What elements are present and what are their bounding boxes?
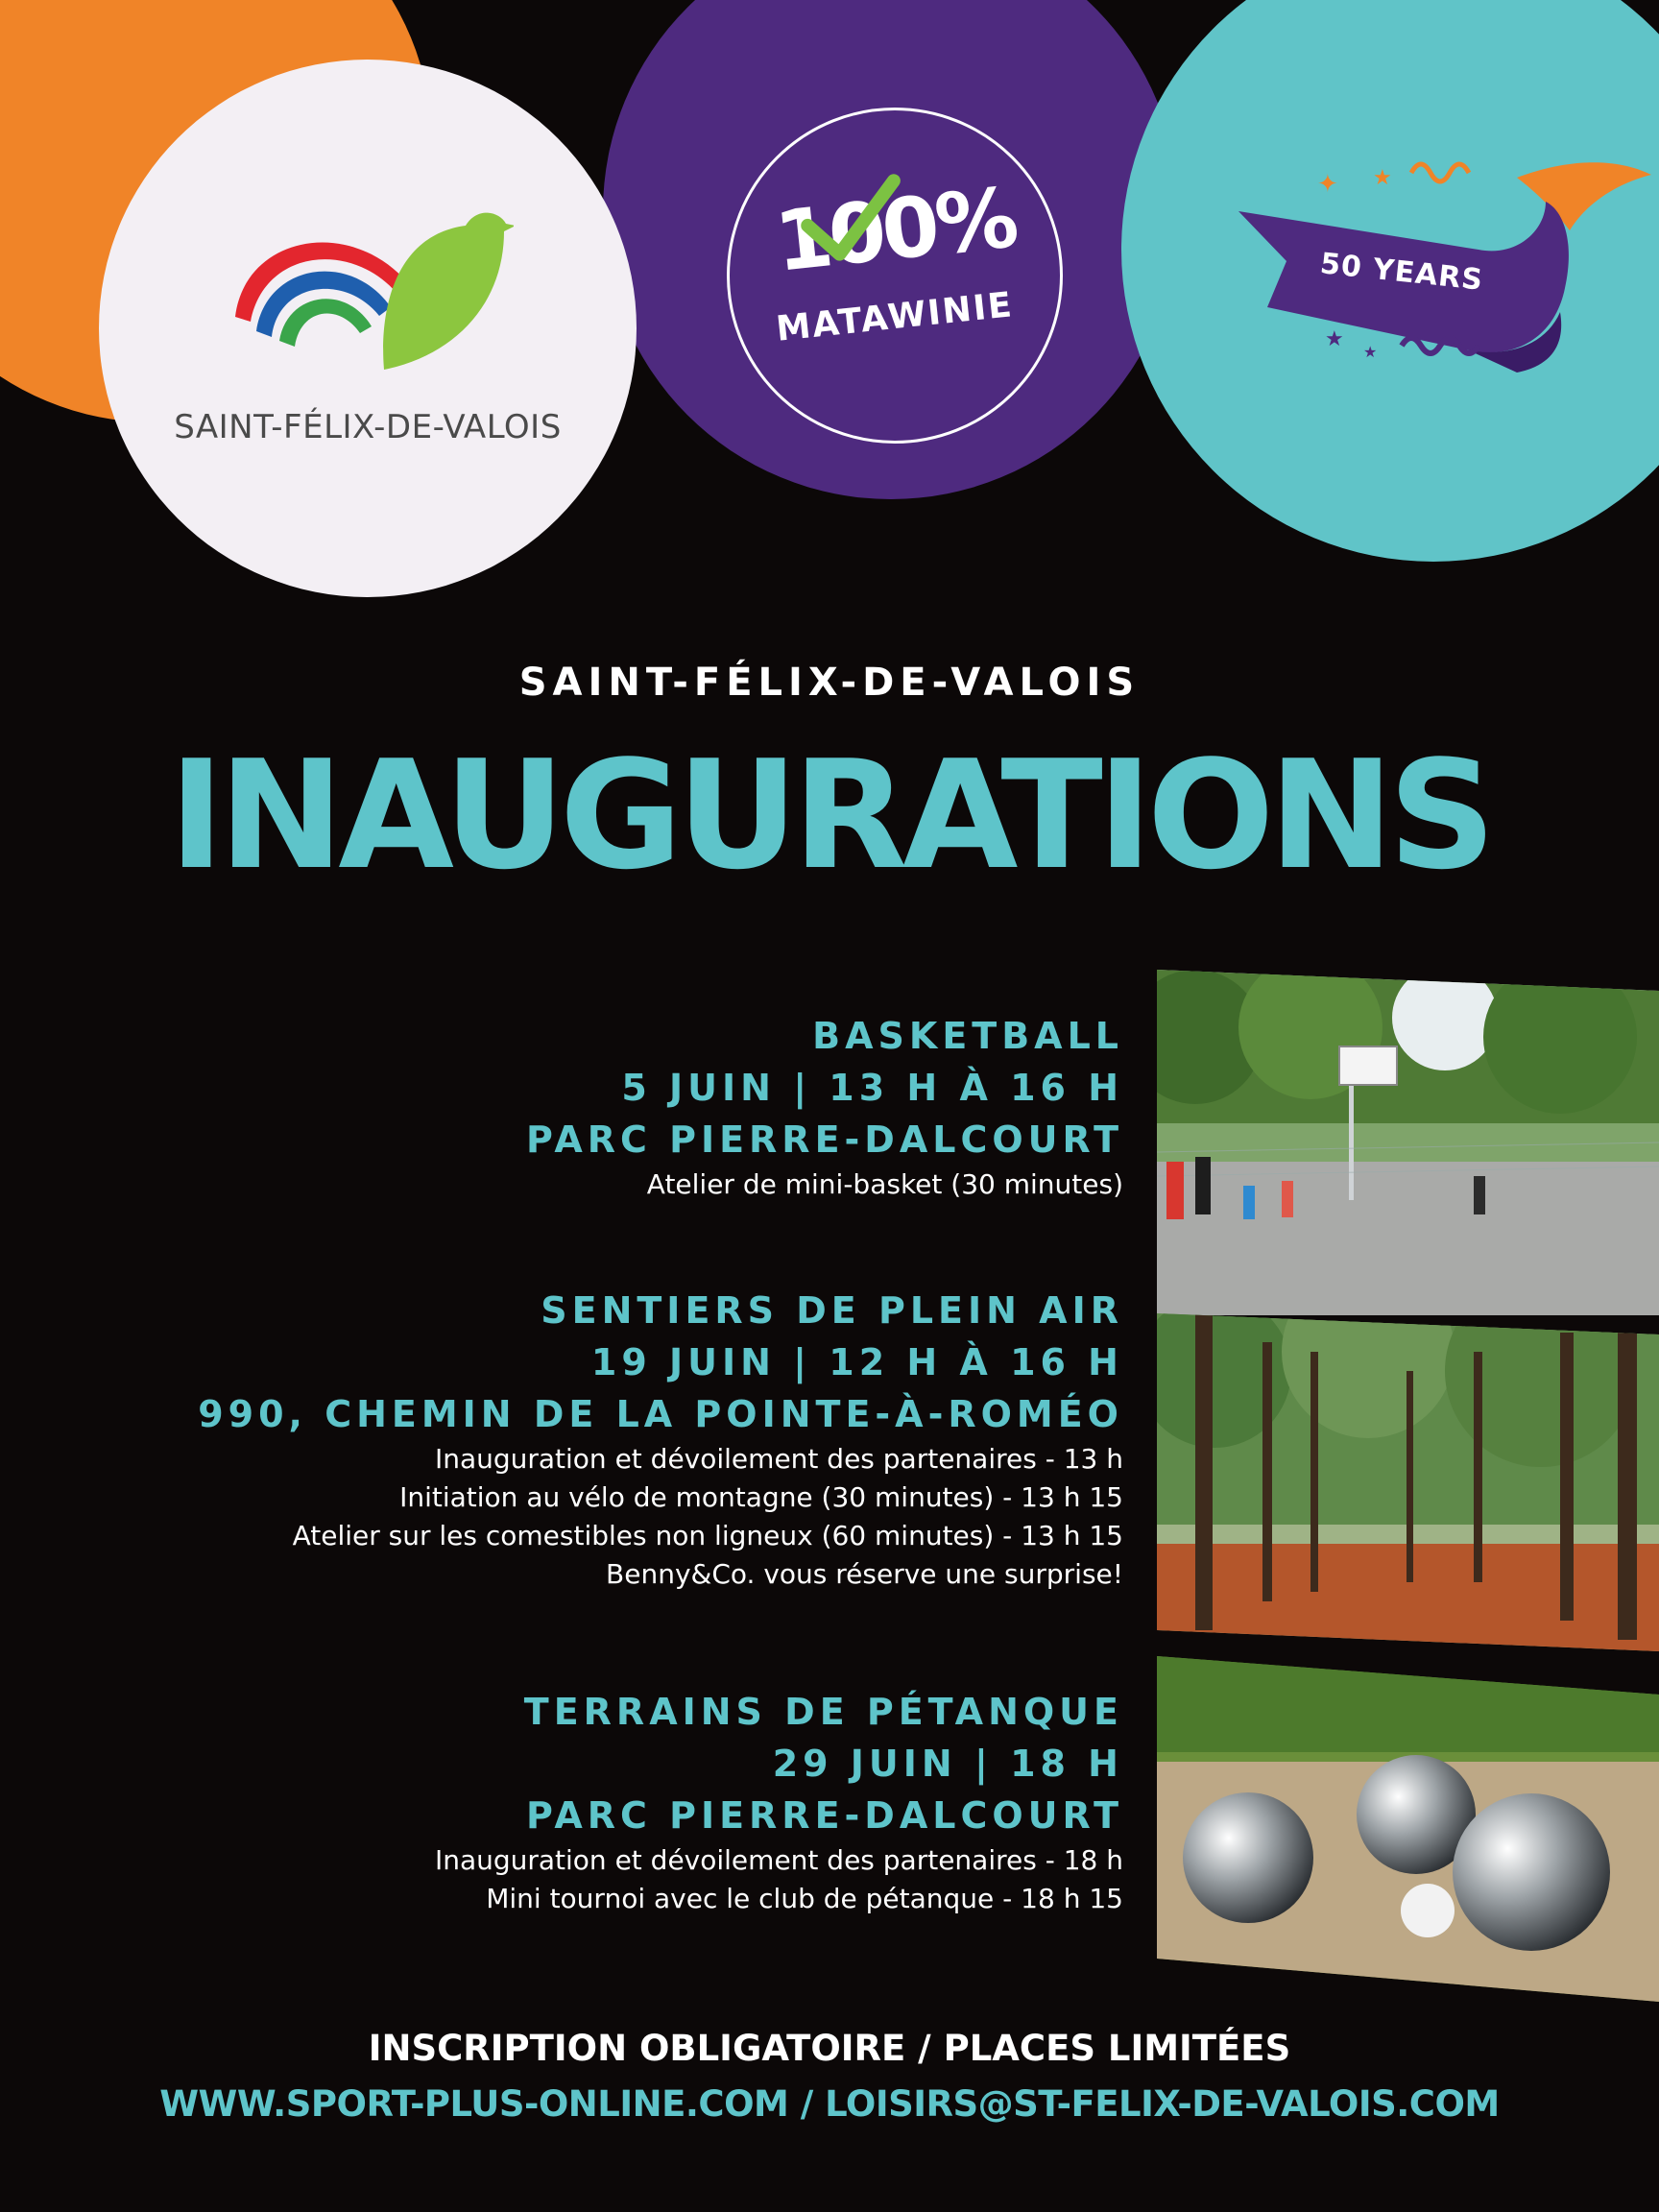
forest-trail-photo [1157, 1313, 1659, 1651]
registration-notice: INSCRIPTION OBLIGATOIRE / PLACES LIMITÉES [368, 2028, 1291, 2069]
event-detail: Mini tournoi avec le club de pétanque - 18 h 15 [486, 1883, 1123, 1914]
event-name: TERRAINS DE PÉTANQUE [523, 1691, 1123, 1733]
event-detail: Inauguration et dévoilement des partenaires - 13 h [434, 1443, 1123, 1475]
event-detail: Inauguration et dévoilement des partenaires - 18 h [434, 1844, 1123, 1876]
matawinie-percent: 100% [770, 170, 1020, 291]
page-title: INAUGURATIONS [168, 728, 1491, 902]
event-detail: Atelier de mini-basket (30 minutes) [646, 1168, 1123, 1200]
anniversary-text: 50 YEARS [1318, 247, 1485, 298]
event-petanque [48, 1686, 1123, 1918]
town-heading: SAINT-FÉLIX-DE-VALOIS [518, 661, 1141, 705]
event-location: 990, CHEMIN DE LA POINTE-À-ROMÉO [198, 1393, 1123, 1435]
event-detail: Atelier sur les comestibles non ligneux (60 minutes) - 13 h 15 [292, 1520, 1123, 1551]
svg-text:★: ★ [1373, 166, 1392, 190]
matawinie-word: MATAWINIE [774, 285, 1016, 349]
saint-felix-logo-icon [226, 197, 514, 398]
event-date: 19 JUIN | 12 H À 16 H [590, 1341, 1123, 1383]
logo-municipality-name: SAINT-FÉLIX-DE-VALOIS [174, 408, 562, 446]
event-name: BASKETBALL [812, 1015, 1123, 1057]
svg-text:✦: ✦ [1317, 170, 1338, 199]
event-basketball [48, 1010, 1123, 1204]
svg-text:★: ★ [1325, 327, 1344, 351]
event-location: PARC PIERRE-DALCOURT [525, 1794, 1123, 1837]
event-detail: Initiation au vélo de montagne (30 minutes) - 13 h 15 [399, 1481, 1123, 1513]
petanque-photo [1157, 1656, 1659, 2002]
event-trails [48, 1285, 1123, 1594]
event-location: PARC PIERRE-DALCOURT [525, 1118, 1123, 1161]
svg-text:★: ★ [1363, 343, 1378, 361]
event-detail: Benny&Co. vous réserve une surprise! [606, 1558, 1123, 1590]
basketball-photo [1157, 970, 1659, 1315]
event-name: SENTIERS DE PLEIN AIR [541, 1289, 1123, 1332]
contact-link[interactable]: WWW.SPORT-PLUS-ONLINE.COM / LOISIRS@ST-FELIX-DE-VALOIS.COM [159, 2083, 1500, 2125]
event-date: 5 JUIN | 13 H À 16 H [621, 1067, 1123, 1109]
checkmark-icon [796, 172, 910, 269]
event-date: 29 JUIN | 18 H [772, 1743, 1123, 1785]
